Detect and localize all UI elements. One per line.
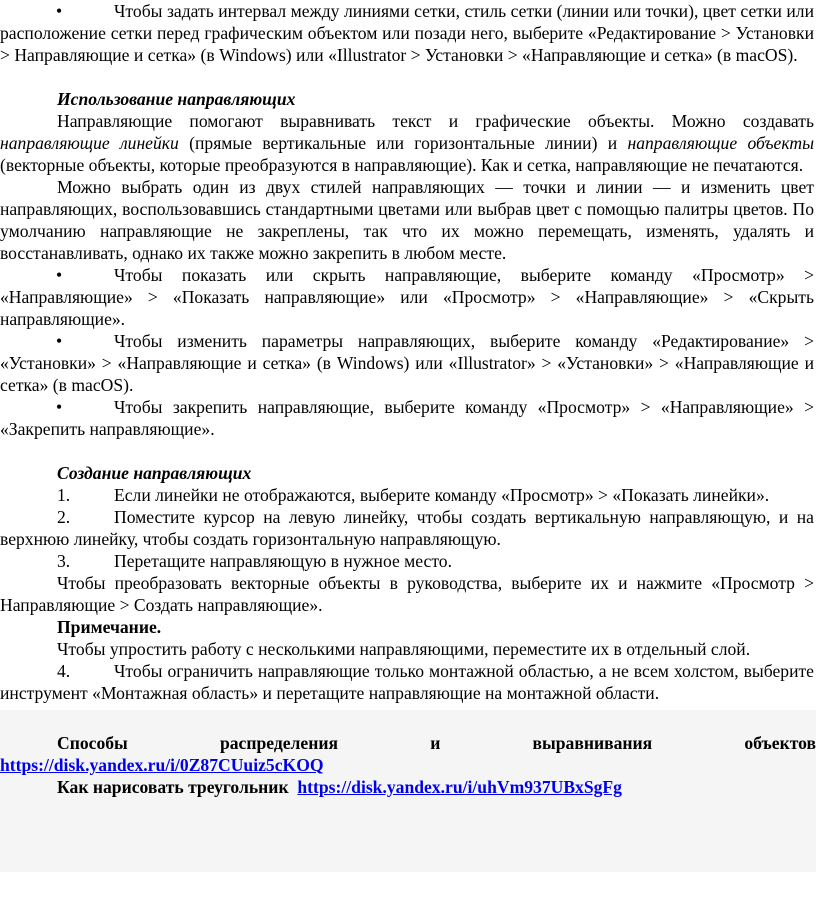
bullet-marker: •	[56, 265, 63, 285]
bullet-text: Чтобы показать или скрыть направляющие, выберите команду «Просмотр» > «Направляющие» > «Показать направляющие» или «Просмотр» > «Направляющие» > «Скрыть направляющие».	[0, 265, 814, 329]
bullet-marker: •	[56, 397, 63, 417]
bullet-text: Чтобы изменить параметры направляющих, выберите команду «Редактирование» > «Установки» > «Направляющие и сетка» (в Windows) или «Illustrator» > «Установки» > «Направляющие и сетка» (в macOS).	[0, 331, 814, 395]
distribute-link-label: Способы распределения и выравнивания объектов	[57, 733, 816, 753]
spacer	[0, 440, 814, 462]
step-item	[0, 660, 814, 704]
triangle-link[interactable]: https://disk.yandex.ru/i/uhVm937UBxSgFg	[297, 777, 622, 797]
step-item	[0, 484, 814, 506]
distribute-link-row	[0, 754, 816, 776]
bullet-marker: •	[56, 331, 63, 351]
grid-settings-bullet	[0, 0, 814, 66]
spacer	[0, 66, 814, 88]
text-run: (векторные объекты, которые преобразуются в направляющие). Как и сетка, направляющие не печатаются.	[0, 155, 804, 175]
term-ruler-guides: направляющие линейки	[0, 133, 179, 153]
guides-intro-paragraph	[0, 110, 814, 176]
bullet-text: Чтобы закрепить направляющие, выберите команду «Просмотр» > «Направляющие» > «Закрепить направляющие».	[0, 397, 814, 439]
step-item	[0, 550, 814, 572]
step-text: Перетащите направляющую в нужное место.	[114, 551, 453, 571]
guide-settings-bullet	[0, 330, 814, 396]
distribute-link[interactable]: https://disk.yandex.ru/i/0Z87CUuiz5cKOQ	[0, 755, 324, 775]
triangle-link-label: Как нарисовать треугольник	[57, 777, 289, 797]
guides-style-paragraph: Можно выбрать один из двух стилей направляющих — точки и линии — и изменить цвет направляющих, воспользовавшись стандартными цветами или выбрав цвет с помощью палитры цветов. По умолчанию направляющие не закреплены, так что их можно перемещать, изменять, удалять и восстанавливать, однако их также можно закрепить в любом месте.	[0, 177, 814, 263]
section-heading-using-guides: Использование направляющих	[57, 89, 296, 109]
bullet-marker: •	[56, 1, 63, 21]
step-number: 3.	[57, 551, 71, 571]
note-label: Примечание.	[57, 617, 162, 637]
step-number: 2.	[57, 507, 71, 527]
step-text: Поместите курсор на левую линейку, чтобы создать вертикальную направляющую, и на верхнюю линейку, чтобы создать горизонтальную направляющую.	[0, 507, 814, 549]
step-number: 1.	[57, 485, 71, 505]
term-object-guides: направляющие объекты	[627, 133, 814, 153]
note-text: Чтобы упростить работу с несколькими направляющими, переместите их в отдельный слой.	[57, 639, 751, 659]
step-text: Если линейки не отображаются, выберите команду «Просмотр» > «Показать линейки».	[114, 485, 770, 505]
show-hide-guides-bullet	[0, 264, 814, 330]
links-section	[0, 710, 816, 872]
convert-objects-paragraph: Чтобы преобразовать векторные объекты в руководства, выберите их и нажмите «Просмотр > Направляющие > Создать направляющие».	[0, 573, 814, 615]
step-number: 4.	[57, 661, 71, 681]
lock-guides-bullet	[0, 396, 814, 440]
text-run: (прямые вертикальные или горизонтальные линии) и	[178, 133, 628, 153]
text-run: Направляющие помогают выравнивать текст и графические объекты. Можно создавать	[57, 111, 814, 131]
step-text: Чтобы ограничить направляющие только монтажной областью, а не всем холстом, выберите инструмент «Монтажная область» и перетащите направляющие на монтажной области.	[0, 661, 814, 703]
step-item	[0, 506, 814, 550]
bullet-text: Чтобы задать интервал между линиями сетки, стиль сетки (линии или точки), цвет сетки или расположение сетки перед графическим объектом или позади него, выберите «Редактирование > Установки > Направляющие и сетка» (в Windows) или «Illustrator > Установки > «Направляющие и сетка» (в macOS).	[0, 1, 814, 65]
section-heading-creating-guides: Создание направляющих	[57, 463, 252, 483]
triangle-link-row	[0, 776, 816, 798]
